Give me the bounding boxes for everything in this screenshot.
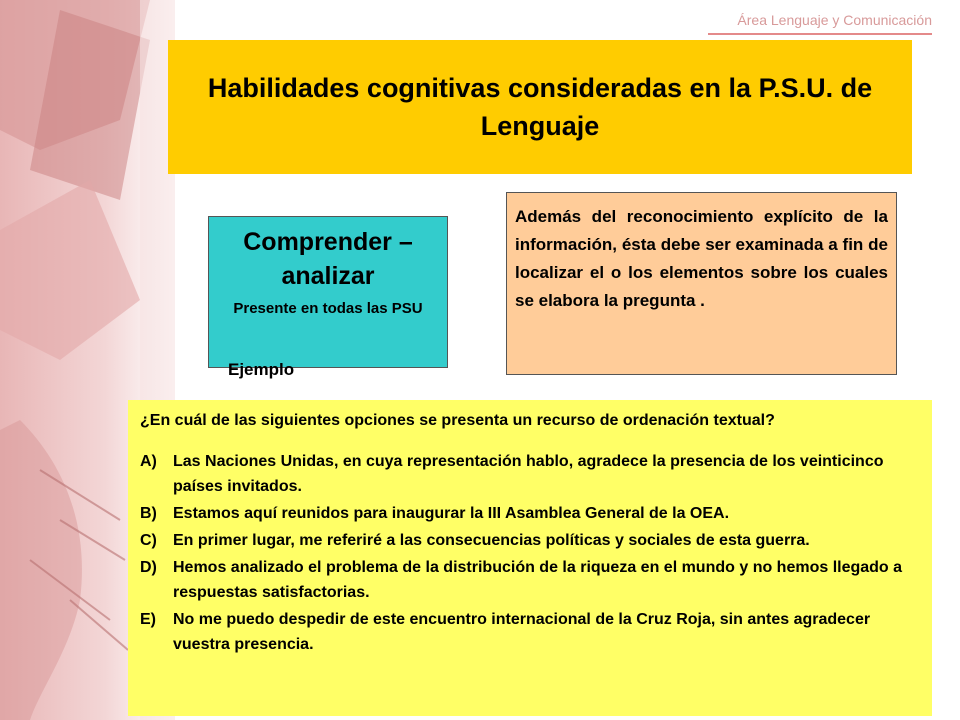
option-text: Hemos analizado el problema de la distribución de la riqueza en el mundo y no hemos llegado a respuestas satisfactorias. (173, 559, 903, 601)
option-letter: A) (140, 453, 157, 470)
option-text: Las Naciones Unidas, en cuya representación hablo, agradece la presencia de los veinticinco países invitados. (173, 453, 884, 495)
example-label: Ejemplo (228, 360, 295, 379)
option-text: Estamos aquí reunidos para inaugurar la III Asamblea General de la OEA. (173, 505, 730, 522)
question-box (128, 400, 932, 716)
option-e (140, 607, 920, 657)
description-text: Además del reconocimiento explícito de la información, ésta debe ser examinada a fin de localizar el o los elementos sobre los cuales se elabora la pregunta . (515, 207, 888, 310)
description-box (506, 192, 897, 375)
option-text: En primer lugar, me referiré a las consecuencias políticas y sociales de esta guerra. (173, 532, 810, 549)
skill-box (208, 216, 448, 368)
option-c (140, 528, 920, 553)
option-a (140, 449, 920, 499)
area-label: Área Lenguaje y Comunicación (737, 12, 932, 28)
title-banner (168, 40, 912, 174)
skill-heading: Comprender – analizar (243, 228, 413, 290)
option-d (140, 555, 920, 605)
option-letter: D) (140, 559, 157, 576)
skill-subtext: Presente en todas las PSU (233, 300, 423, 317)
option-b (140, 501, 920, 526)
option-text: No me puedo despedir de este encuentro internacional de la Cruz Roja, sin antes agradecer vuestra presencia. (173, 611, 871, 653)
page-title: Habilidades cognitivas consideradas en la P.S.U. de Lenguaje (207, 73, 873, 141)
question-prompt: ¿En cuál de las siguientes opciones se presenta un recurso de ordenación textual? (140, 412, 775, 429)
area-label-underline (708, 33, 932, 35)
option-letter: B) (140, 505, 157, 522)
option-letter: C) (140, 532, 157, 549)
option-letter: E) (140, 611, 156, 628)
